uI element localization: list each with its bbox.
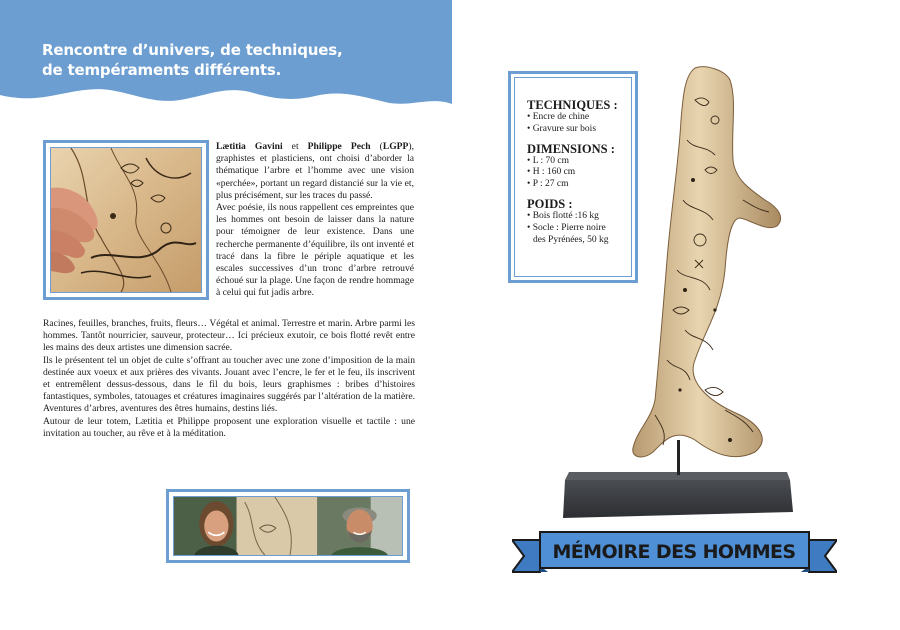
artist-name-2: Philippe Pech (307, 141, 371, 152)
weight-item: • Socle : Pierre noire (527, 222, 606, 233)
title-line-1: Rencontre d’univers, de techniques, (42, 41, 343, 59)
poids-heading: POIDS : (527, 196, 573, 211)
artists-photo (173, 496, 403, 556)
technique-item: • Gravure sur bois (527, 123, 597, 134)
dimension-item: • P : 27 cm (527, 179, 569, 190)
body-text (43, 318, 415, 440)
dimensions-heading: DIMENSIONS : (527, 141, 615, 156)
dimension-item: • L : 70 cm (527, 155, 570, 166)
body-paragraph-2: Ils le présentent tel un objet de culte s’offrant au toucher avec une zone d’imposition de la main destinée aux voeux et aux prières des vivants. Jouant avec l’encre, le fer et le feu, ils inscrivent et entremêlent dessus-dessous, dans le fil du bois, leurs graphismes : bribes d’histoires fantastiques, symboles, tatouages et créatures imaginaires suggérés par l’altération de la matière. Aventures d’arbres, aventures des êtres humains, destins liés. (43, 354, 415, 415)
weight-item: • Bois flotté :16 kg (527, 210, 599, 221)
connector: et (282, 141, 308, 152)
body-paragraph-1: Racines, feuilles, branches, fruits, fleurs… Végétal et animal. Terrestre et marin. Arbre parmi les hommes. Tantôt nourricier, sauveur, protecteur… Ici précieux exutoir, ce bois flotté revêt entre les mains des deux artistes une dimension sacrée. (43, 318, 415, 354)
acronym-open: ( (370, 141, 383, 152)
hand-photo-frame (43, 140, 209, 300)
techniques-heading: TECHNIQUES : (527, 98, 618, 112)
artist-name-1: Lætitia Gavini (216, 141, 283, 152)
title-line-2: de tempéraments différents. (42, 61, 282, 79)
technique-item: • Encre de chine (527, 112, 590, 122)
artists-photo-frame (166, 489, 410, 563)
dimension-item: • H : 160 cm (527, 167, 576, 178)
body-paragraph-3: Autour de leur totem, Lætitia et Philippe proposent une exploration visuelle et tactile : une invitation au toucher, au rêve et à la méditation. (43, 415, 415, 439)
artist-acronym: LGPP (382, 141, 409, 152)
page-title (42, 40, 422, 80)
intro-paragraph (216, 141, 414, 300)
banner-title: MÉMOIRE DES HOMMES (552, 541, 796, 563)
hand-on-wood-photo (50, 147, 202, 293)
weight-item-continuation: des Pyrénées, 50 kg (533, 234, 609, 245)
acronym-close: ), (408, 141, 414, 152)
driftwood-sculpture-image (555, 60, 805, 522)
intro-text-1: graphistes et plasticiens, ont choisi d’aborder la thématique l’arbre et l’homme avec une vision «perchée», portant un regard distancié sur la vie et, plus précisément, sur les traces du passé. (216, 153, 414, 201)
intro-text-2: Avec poésie, ils nous rappellent ces empreintes que les hommes ont besoin de laisser dans la nature pour témoigner de leur existence. Dans une recherche permanente d’équilibre, ils ont inventé et tracé dans la fibre le périple aquatique et les escales successives d’un tronc d’arbre retrouvé échoué sur la plage. Une façon de rendre hommage à celui qui fut jadis arbre. (216, 202, 414, 299)
